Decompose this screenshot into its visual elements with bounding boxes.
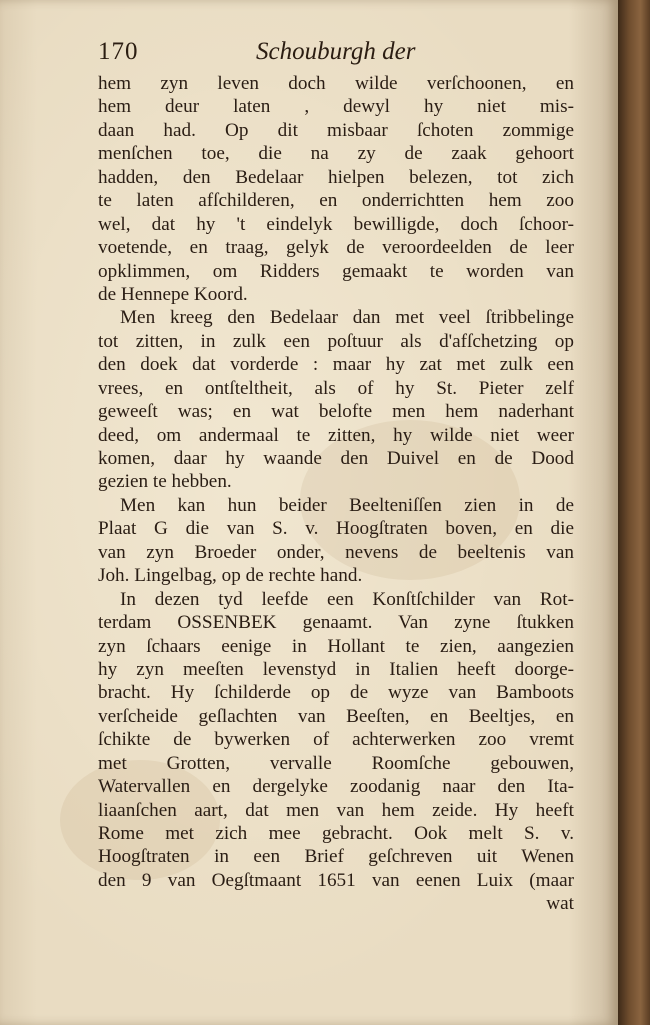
text-line: menſchen toe, die na zy de zaak gehoort — [98, 143, 574, 165]
text-line: komen, daar hy waande den Duivel en de Dood — [98, 448, 574, 469]
text-line: met Grotten, vervalle Roomſche gebouwen, — [98, 752, 574, 774]
text-line: opklimmen, om Ridders gemaakt te worden van — [98, 260, 574, 282]
text-line: zyn ſchaars eenige in Hollant te zien, aangezien — [98, 635, 574, 657]
text-line: Watervallen en dergelyke zoodanig naar den Ita- — [98, 776, 574, 798]
text-line: Joh. Lingelbag, op de rechte hand. — [98, 565, 363, 587]
text-line: Plaat G die van S. v. Hoogſtraten boven, en die — [98, 518, 574, 540]
text-line: liaanſchen aart, dat men van hem zeide. Hy heeft — [98, 799, 574, 821]
text-line: hem deur laten , dewyl hy niet mis- — [98, 96, 574, 118]
text-line: geweeſt was; en wat belofte men hem naderhant — [98, 401, 574, 423]
text-line: bracht. Hy ſchilderde op de wyze van Bamboots — [98, 682, 574, 704]
catchword: wat — [546, 893, 574, 915]
text-line: Men kan hun beider Beelteniſſen zien in de — [120, 494, 574, 516]
page-header — [98, 38, 578, 72]
text-line: deed, om andermaal te zitten, hy wilde niet weer — [98, 424, 574, 446]
text-line: den 9 van Oegſtmaant 1651 van eenen Luix (maar — [98, 869, 574, 891]
text-line: daan had. Op dit misbaar ſchoten zommige — [98, 119, 574, 141]
text-line: terdam OSSENBEK genaamt. Van zyne ſtukken — [98, 612, 574, 634]
text-line: de Hennepe Koord. — [98, 283, 248, 305]
text-line: hem zyn leven doch wilde verſchoonen, en — [98, 73, 574, 94]
text-line: Men kreeg den Bedelaar dan met veel ſtribbelinge — [120, 307, 574, 329]
text-line: den doek dat vorderde : maar hy zat met zulk een — [98, 354, 574, 376]
text-line: In dezen tyd leefde een Konſtſchilder van Rot- — [120, 588, 574, 610]
text-line: vrees, en ontſteltheit, als of hy St. Pieter zelf — [98, 377, 574, 399]
text-line: Rome met zich mee gebracht. Ook melt S. v. — [98, 823, 574, 844]
text-line: ſchikte de bywerken of achterwerken zoo vremt — [98, 729, 574, 751]
text-line: gezien te hebben. — [98, 471, 232, 493]
text-line: wel, dat hy 't eindelyk bewilligde, doch ſchoor- — [98, 213, 574, 235]
running-title: Schouburgh der — [256, 38, 416, 65]
text-line: hy zyn meeſten levenstyd in Italien heeft doorge- — [98, 658, 574, 680]
page-number: 170 — [98, 38, 139, 65]
body-text — [98, 72, 574, 916]
text-line: te laten afſchilderen, en onderrichtten hem zoo — [98, 190, 574, 212]
text-line: voetende, en traag, gelyk de veroordeelden de leer — [98, 237, 574, 259]
text-line: verſcheide geſlachten van Beeſten, en Beeltjes, en — [98, 705, 574, 727]
text-line: hadden, den Bedelaar hielpen belezen, tot zich — [98, 166, 574, 188]
text-line: Hoogſtraten in een Brief geſchreven uit Wenen — [98, 846, 574, 868]
book-edge — [618, 0, 650, 1025]
text-line: van zyn Broeder onder, nevens de beeltenis van — [98, 541, 574, 563]
text-line: tot zitten, in zulk een poſtuur als d'afſchetzing op — [98, 330, 574, 352]
